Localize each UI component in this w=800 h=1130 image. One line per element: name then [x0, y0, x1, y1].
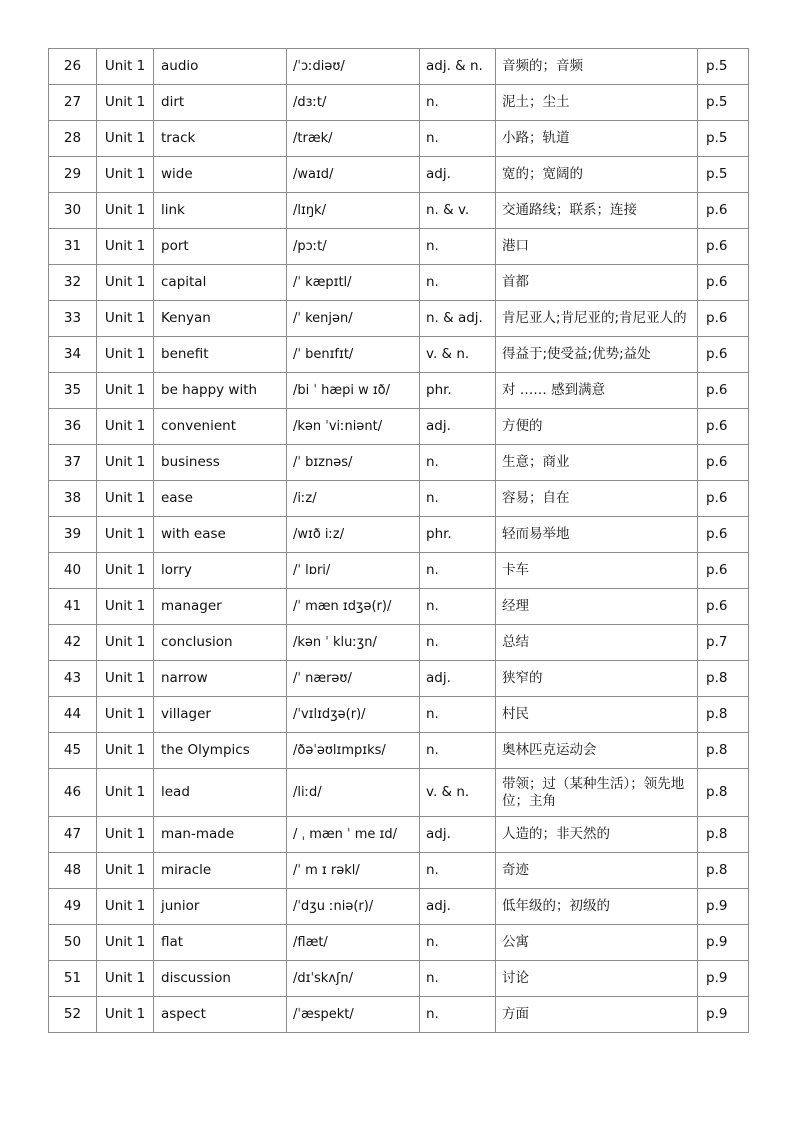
part-of-speech: adj. [420, 661, 496, 697]
phonetic-transcription: /liːd/ [287, 769, 420, 817]
english-word: villager [154, 697, 287, 733]
part-of-speech: adj. & n. [420, 49, 496, 85]
chinese-meaning: 方便的 [496, 409, 698, 445]
unit-label: Unit 1 [97, 925, 154, 961]
english-word: manager [154, 589, 287, 625]
entry-number: 30 [49, 193, 97, 229]
entry-number: 35 [49, 373, 97, 409]
part-of-speech: adj. [420, 409, 496, 445]
page-reference: p.6 [698, 193, 749, 229]
part-of-speech: n. [420, 553, 496, 589]
entry-number: 27 [49, 85, 97, 121]
part-of-speech: adj. [420, 157, 496, 193]
english-word: narrow [154, 661, 287, 697]
unit-label: Unit 1 [97, 853, 154, 889]
chinese-meaning: 狭窄的 [496, 661, 698, 697]
table-row [49, 889, 749, 925]
unit-label: Unit 1 [97, 49, 154, 85]
chinese-meaning: 宽的；宽阔的 [496, 157, 698, 193]
phonetic-transcription: /dɪˈskʌʃn/ [287, 961, 420, 997]
unit-label: Unit 1 [97, 337, 154, 373]
chinese-meaning: 交通路线；联系；连接 [496, 193, 698, 229]
chinese-meaning: 音频的；音频 [496, 49, 698, 85]
page-reference: p.6 [698, 409, 749, 445]
unit-label: Unit 1 [97, 121, 154, 157]
part-of-speech: v. & n. [420, 769, 496, 817]
english-word: the Olympics [154, 733, 287, 769]
chinese-meaning: 卡车 [496, 553, 698, 589]
vocabulary-table-body [49, 49, 749, 1033]
part-of-speech: adj. [420, 817, 496, 853]
entry-number: 31 [49, 229, 97, 265]
page-reference: p.8 [698, 733, 749, 769]
page-reference: p.6 [698, 265, 749, 301]
table-row [49, 553, 749, 589]
phonetic-transcription: /ˈ benɪfɪt/ [287, 337, 420, 373]
page-reference: p.8 [698, 769, 749, 817]
part-of-speech: n. [420, 625, 496, 661]
table-row [49, 229, 749, 265]
entry-number: 34 [49, 337, 97, 373]
page-reference: p.6 [698, 301, 749, 337]
part-of-speech: phr. [420, 517, 496, 553]
part-of-speech: n. [420, 925, 496, 961]
chinese-meaning: 讨论 [496, 961, 698, 997]
entry-number: 28 [49, 121, 97, 157]
chinese-meaning: 生意；商业 [496, 445, 698, 481]
table-row [49, 409, 749, 445]
chinese-meaning: 带领；过（某种生活）；领先地位；主角 [496, 769, 698, 817]
english-word: ease [154, 481, 287, 517]
phonetic-transcription: /ˈ bɪznəs/ [287, 445, 420, 481]
table-row [49, 481, 749, 517]
entry-number: 51 [49, 961, 97, 997]
unit-label: Unit 1 [97, 961, 154, 997]
page-reference: p.6 [698, 229, 749, 265]
chinese-meaning: 肯尼亚人;肯尼亚的;肯尼亚人的 [496, 301, 698, 337]
english-word: port [154, 229, 287, 265]
page-reference: p.7 [698, 625, 749, 661]
entry-number: 38 [49, 481, 97, 517]
page-reference: p.5 [698, 85, 749, 121]
phonetic-transcription: /kən ˈ kluːʒn/ [287, 625, 420, 661]
table-row [49, 445, 749, 481]
phonetic-transcription: /ðəˈəʊlɪmpɪks/ [287, 733, 420, 769]
table-row [49, 625, 749, 661]
part-of-speech: n. [420, 445, 496, 481]
page-reference: p.9 [698, 997, 749, 1033]
english-word: miracle [154, 853, 287, 889]
table-row [49, 697, 749, 733]
chinese-meaning: 公寓 [496, 925, 698, 961]
part-of-speech: n. [420, 481, 496, 517]
entry-number: 36 [49, 409, 97, 445]
phonetic-transcription: /ˈ lɒri/ [287, 553, 420, 589]
page-reference: p.6 [698, 445, 749, 481]
english-word: junior [154, 889, 287, 925]
entry-number: 44 [49, 697, 97, 733]
unit-label: Unit 1 [97, 733, 154, 769]
table-row [49, 589, 749, 625]
unit-label: Unit 1 [97, 373, 154, 409]
phonetic-transcription: /ˈ kæpɪtl/ [287, 265, 420, 301]
english-word: be happy with [154, 373, 287, 409]
page-reference: p.6 [698, 517, 749, 553]
english-word: discussion [154, 961, 287, 997]
page-reference: p.9 [698, 889, 749, 925]
unit-label: Unit 1 [97, 301, 154, 337]
part-of-speech: adj. [420, 889, 496, 925]
part-of-speech: n. [420, 589, 496, 625]
part-of-speech: n. [420, 697, 496, 733]
phonetic-transcription: /træk/ [287, 121, 420, 157]
english-word: capital [154, 265, 287, 301]
unit-label: Unit 1 [97, 481, 154, 517]
english-word: aspect [154, 997, 287, 1033]
unit-label: Unit 1 [97, 517, 154, 553]
phonetic-transcription: /waɪd/ [287, 157, 420, 193]
page-reference: p.8 [698, 661, 749, 697]
phonetic-transcription: /ˈæspekt/ [287, 997, 420, 1033]
unit-label: Unit 1 [97, 625, 154, 661]
part-of-speech: phr. [420, 373, 496, 409]
table-row [49, 517, 749, 553]
unit-label: Unit 1 [97, 157, 154, 193]
phonetic-transcription: /ˈ m ɪ rəkl/ [287, 853, 420, 889]
entry-number: 52 [49, 997, 97, 1033]
entry-number: 48 [49, 853, 97, 889]
phonetic-transcription: /dɜːt/ [287, 85, 420, 121]
page-reference: p.8 [698, 853, 749, 889]
table-row [49, 157, 749, 193]
unit-label: Unit 1 [97, 697, 154, 733]
table-row [49, 817, 749, 853]
unit-label: Unit 1 [97, 769, 154, 817]
english-word: business [154, 445, 287, 481]
entry-number: 37 [49, 445, 97, 481]
english-word: dirt [154, 85, 287, 121]
page-reference: p.6 [698, 553, 749, 589]
english-word: Kenyan [154, 301, 287, 337]
part-of-speech: n. [420, 85, 496, 121]
chinese-meaning: 容易；自在 [496, 481, 698, 517]
phonetic-transcription: / ˌ mæn ˈ me ɪd/ [287, 817, 420, 853]
unit-label: Unit 1 [97, 193, 154, 229]
unit-label: Unit 1 [97, 817, 154, 853]
english-word: audio [154, 49, 287, 85]
unit-label: Unit 1 [97, 997, 154, 1033]
table-row [49, 337, 749, 373]
english-word: wide [154, 157, 287, 193]
page-reference: p.6 [698, 589, 749, 625]
table-row [49, 733, 749, 769]
part-of-speech: n. [420, 997, 496, 1033]
entry-number: 49 [49, 889, 97, 925]
chinese-meaning: 泥土；尘土 [496, 85, 698, 121]
unit-label: Unit 1 [97, 229, 154, 265]
phonetic-transcription: /ˈdʒu ːniə(r)/ [287, 889, 420, 925]
english-word: flat [154, 925, 287, 961]
phonetic-transcription: /ˈvɪlɪdʒə(r)/ [287, 697, 420, 733]
part-of-speech: n. [420, 853, 496, 889]
chinese-meaning: 首都 [496, 265, 698, 301]
english-word: conclusion [154, 625, 287, 661]
entry-number: 42 [49, 625, 97, 661]
table-row [49, 853, 749, 889]
table-row [49, 925, 749, 961]
phonetic-transcription: /pɔːt/ [287, 229, 420, 265]
chinese-meaning: 村民 [496, 697, 698, 733]
page-reference: p.6 [698, 481, 749, 517]
phonetic-transcription: /wɪð iːz/ [287, 517, 420, 553]
phonetic-transcription: /lɪŋk/ [287, 193, 420, 229]
unit-label: Unit 1 [97, 589, 154, 625]
phonetic-transcription: /ˈɔːdiəʊ/ [287, 49, 420, 85]
page-reference: p.9 [698, 925, 749, 961]
entry-number: 32 [49, 265, 97, 301]
unit-label: Unit 1 [97, 445, 154, 481]
english-word: benefit [154, 337, 287, 373]
english-word: lorry [154, 553, 287, 589]
entry-number: 33 [49, 301, 97, 337]
entry-number: 29 [49, 157, 97, 193]
table-row [49, 661, 749, 697]
page-reference: p.9 [698, 961, 749, 997]
english-word: convenient [154, 409, 287, 445]
chinese-meaning: 得益于;使受益;优势;益处 [496, 337, 698, 373]
part-of-speech: n. [420, 733, 496, 769]
english-word: link [154, 193, 287, 229]
part-of-speech: n. & adj. [420, 301, 496, 337]
table-row [49, 301, 749, 337]
chinese-meaning: 总结 [496, 625, 698, 661]
page-reference: p.6 [698, 373, 749, 409]
table-row [49, 769, 749, 817]
part-of-speech: n. [420, 229, 496, 265]
phonetic-transcription: /ˈ kenjən/ [287, 301, 420, 337]
chinese-meaning: 方面 [496, 997, 698, 1033]
entry-number: 47 [49, 817, 97, 853]
part-of-speech: v. & n. [420, 337, 496, 373]
part-of-speech: n. [420, 961, 496, 997]
page-reference: p.6 [698, 337, 749, 373]
entry-number: 39 [49, 517, 97, 553]
table-row [49, 997, 749, 1033]
table-row [49, 961, 749, 997]
chinese-meaning: 港口 [496, 229, 698, 265]
phonetic-transcription: /ˈ nærəʊ/ [287, 661, 420, 697]
chinese-meaning: 奇迹 [496, 853, 698, 889]
page-reference: p.5 [698, 49, 749, 85]
chinese-meaning: 轻而易举地 [496, 517, 698, 553]
phonetic-transcription: /iːz/ [287, 481, 420, 517]
unit-label: Unit 1 [97, 661, 154, 697]
page-reference: p.5 [698, 121, 749, 157]
part-of-speech: n. [420, 265, 496, 301]
chinese-meaning: 低年级的；初级的 [496, 889, 698, 925]
english-word: with ease [154, 517, 287, 553]
unit-label: Unit 1 [97, 553, 154, 589]
chinese-meaning: 小路；轨道 [496, 121, 698, 157]
table-row [49, 49, 749, 85]
chinese-meaning: 经理 [496, 589, 698, 625]
table-row [49, 121, 749, 157]
phonetic-transcription: /ˈ mæn ɪdʒə(r)/ [287, 589, 420, 625]
table-row [49, 85, 749, 121]
phonetic-transcription: /flæt/ [287, 925, 420, 961]
chinese-meaning: 奥林匹克运动会 [496, 733, 698, 769]
entry-number: 26 [49, 49, 97, 85]
english-word: track [154, 121, 287, 157]
entry-number: 43 [49, 661, 97, 697]
english-word: lead [154, 769, 287, 817]
page-reference: p.5 [698, 157, 749, 193]
entry-number: 40 [49, 553, 97, 589]
chinese-meaning: 对 …… 感到满意 [496, 373, 698, 409]
table-row [49, 265, 749, 301]
unit-label: Unit 1 [97, 265, 154, 301]
page-reference: p.8 [698, 697, 749, 733]
phonetic-transcription: /bi ˈ hæpi w ɪð/ [287, 373, 420, 409]
part-of-speech: n. & v. [420, 193, 496, 229]
part-of-speech: n. [420, 121, 496, 157]
entry-number: 45 [49, 733, 97, 769]
chinese-meaning: 人造的；非天然的 [496, 817, 698, 853]
vocabulary-table [48, 48, 749, 1033]
entry-number: 41 [49, 589, 97, 625]
phonetic-transcription: /kən ˈviːniənt/ [287, 409, 420, 445]
unit-label: Unit 1 [97, 889, 154, 925]
english-word: man-made [154, 817, 287, 853]
table-row [49, 373, 749, 409]
unit-label: Unit 1 [97, 85, 154, 121]
unit-label: Unit 1 [97, 409, 154, 445]
entry-number: 50 [49, 925, 97, 961]
entry-number: 46 [49, 769, 97, 817]
table-row [49, 193, 749, 229]
page-reference: p.8 [698, 817, 749, 853]
